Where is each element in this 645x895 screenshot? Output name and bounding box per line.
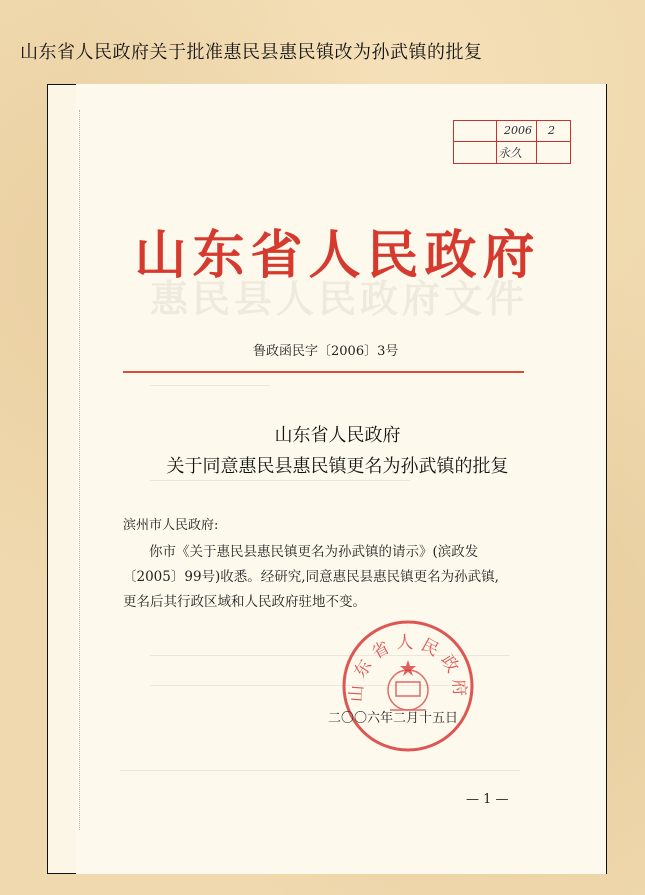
body-text xyxy=(123,540,533,615)
page-title: 山东省人民政府关于批准惠民县惠民镇改为孙武镇的批复 xyxy=(20,42,483,63)
archive-stamp xyxy=(453,120,571,164)
body-line: 更名后其行政区域和人民政府驻地不变。 xyxy=(123,594,366,610)
archive-retention: 永久 xyxy=(498,146,523,160)
bleed-through-line xyxy=(120,770,520,771)
issue-date: 二〇〇六年二月十五日 xyxy=(328,711,459,726)
salutation: 滨州市人民政府: xyxy=(123,518,219,533)
seal-text: 山东省人民政府 xyxy=(346,633,470,703)
archive-year: 2006 xyxy=(504,124,532,137)
scanned-page xyxy=(76,84,606,874)
document-number: 鲁政函民字〔2006〕3号 xyxy=(253,344,399,359)
official-seal xyxy=(340,618,476,754)
archive-number: 2 xyxy=(548,124,555,137)
body-line: 你市《关于惠民县惠民镇更名为孙武镇的请示》(滨政发 xyxy=(149,544,479,560)
issuer-heading: 山东省人民政府 xyxy=(134,225,541,286)
reply-title-line-1: 山东省人民政府 xyxy=(274,425,401,446)
body-line: 〔2005〕99号)收悉。经研究,同意惠民县惠民镇更名为孙武镇, xyxy=(123,569,499,585)
red-divider xyxy=(123,371,524,373)
bleed-through-text: 惠民县人民政府文件 xyxy=(150,276,529,321)
reply-title-line-2: 关于同意惠民县惠民镇更名为孙武镇的批复 xyxy=(166,456,509,477)
bleed-through-line xyxy=(150,385,270,386)
page-number: — 1 — xyxy=(466,792,509,807)
bleed-through-line xyxy=(150,480,410,481)
